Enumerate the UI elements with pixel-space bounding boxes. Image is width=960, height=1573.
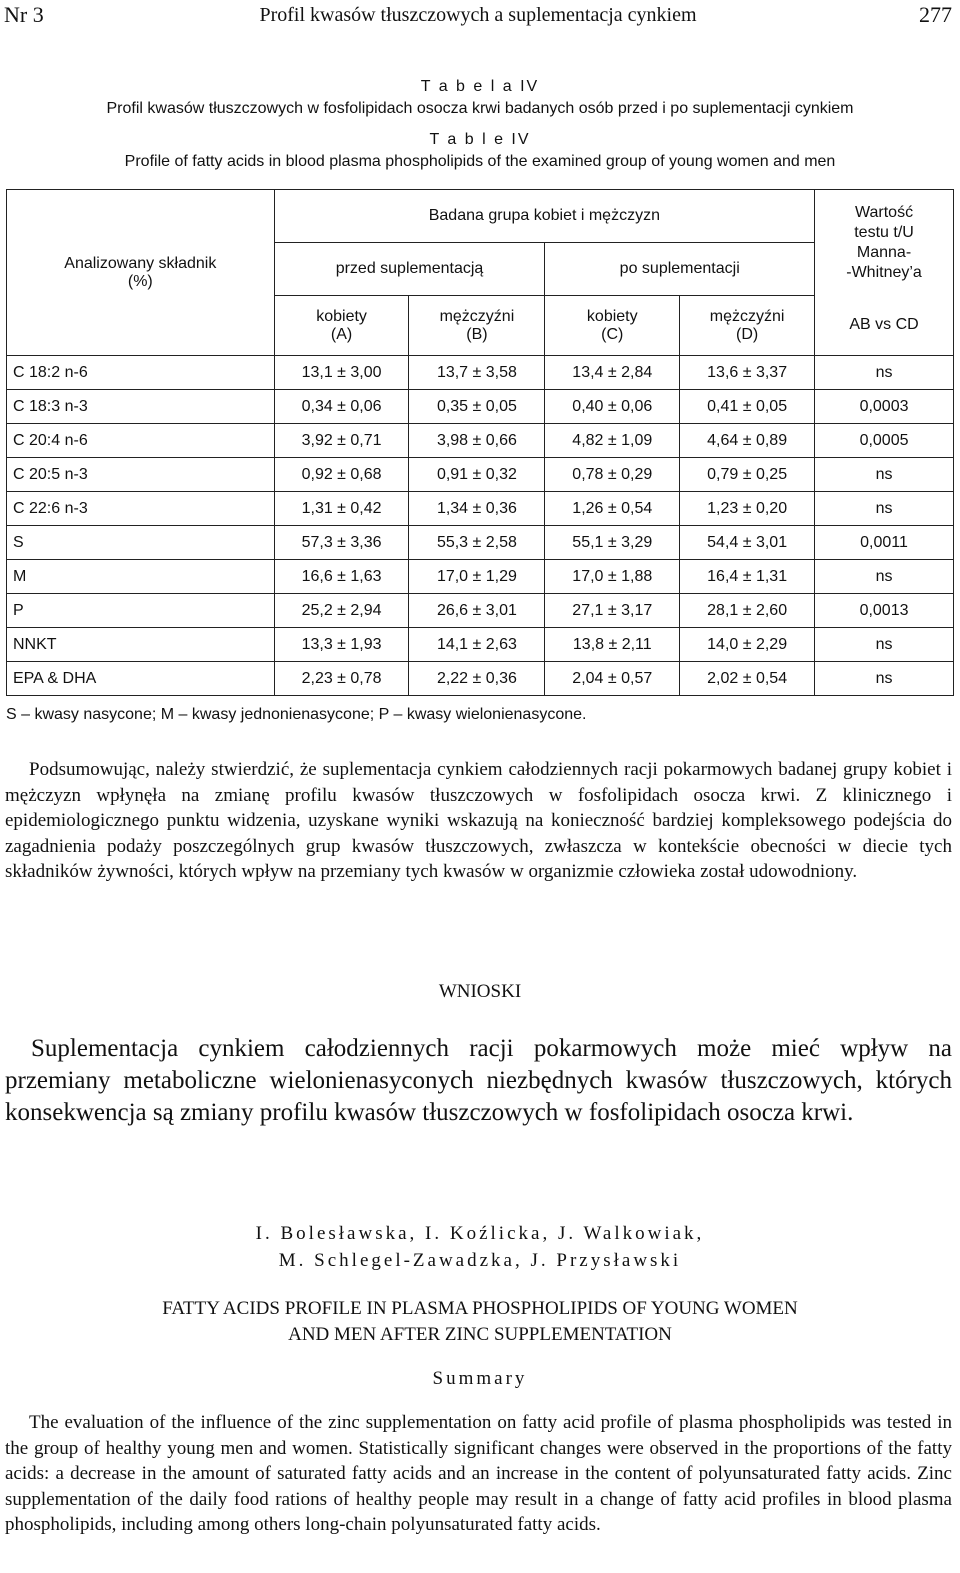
cell-d: 54,4 ± 3,01 (680, 526, 815, 560)
header-test (815, 190, 954, 296)
conclusions-text: Suplementacja cynkiem całodziennych racji pokarmowych może mieć wpływ na przemiany metaboliczne wielonienasyconych niezbędnych kwasów tłuszczowych, których konsekwencja są zmiany profilu kwasów tłuszczowych w fosfolipidach osocza krwi. (5, 1035, 952, 1126)
header-col-a-line1: kobiety (316, 307, 367, 325)
authors-line2: M. Schlegel-Zawadzka, J. Przysławski (278, 1250, 682, 1271)
cell-test: ns (815, 458, 954, 492)
table-label-en: T a b l e IV (429, 131, 531, 148)
cell-a: 3,92 ± 0,71 (274, 424, 409, 458)
header-test-line3: Manna- (856, 243, 912, 261)
summary-heading: Summary (432, 1368, 528, 1389)
cell-test: 0,0003 (815, 390, 954, 424)
row-component: C 22:6 n-3 (7, 492, 275, 526)
table-row (7, 424, 954, 458)
row-component: NNKT (7, 628, 275, 662)
table-row (7, 526, 954, 560)
row-component: P (7, 594, 275, 628)
cell-d: 0,41 ± 0,05 (680, 390, 815, 424)
cell-test: ns (815, 628, 954, 662)
summary-paragraph-en (5, 1410, 952, 1538)
table-legend: S – kwasy nasycone; M – kwasy jednonienasycone; P – kwasy wielonienasycone. (6, 706, 587, 723)
cell-d: 28,1 ± 2,60 (680, 594, 815, 628)
fatty-acids-table (6, 189, 954, 696)
header-test-line4: -Whitney’a (846, 263, 922, 281)
cell-a: 25,2 ± 2,94 (274, 594, 409, 628)
header-col-b (409, 296, 545, 356)
cell-b: 0,91 ± 0,32 (409, 458, 545, 492)
header-test-sub: AB vs CD (815, 296, 954, 356)
header-col-c-line1: kobiety (586, 307, 638, 325)
header-col-a (274, 296, 409, 356)
header-group: Badana grupa kobiet i mężczyzn (274, 190, 814, 243)
cell-c: 4,82 ± 1,09 (545, 424, 680, 458)
cell-c: 55,1 ± 3,29 (545, 526, 680, 560)
table-row (7, 458, 954, 492)
cell-c: 27,1 ± 3,17 (545, 594, 680, 628)
row-component: C 20:5 n-3 (7, 458, 275, 492)
conclusions-heading: WNIOSKI (438, 981, 522, 1002)
english-title-line2: AND MEN AFTER ZINC SUPPLEMENTATION (288, 1324, 672, 1345)
header-before: przed suplementacją (274, 243, 545, 296)
table-title-pl: Profil kwasów tłuszczowych w fosfolipidach osocza krwi badanych osób przed i po suplementacji cynkiem (106, 100, 854, 117)
conclusions-text-block (5, 1033, 952, 1129)
table-row (7, 390, 954, 424)
issue-number: Nr 3 (4, 2, 44, 27)
cell-a: 13,3 ± 1,93 (274, 628, 409, 662)
header-after: po suplementacji (545, 243, 815, 296)
cell-a: 57,3 ± 3,36 (274, 526, 409, 560)
header-col-c-line2: (C) (601, 325, 624, 343)
cell-d: 13,6 ± 3,37 (680, 356, 815, 390)
cell-d: 16,4 ± 1,31 (680, 560, 815, 594)
table-row (7, 560, 954, 594)
cell-b: 17,0 ± 1,29 (409, 560, 545, 594)
cell-b: 14,1 ± 2,63 (409, 628, 545, 662)
cell-b: 1,34 ± 0,36 (409, 492, 545, 526)
english-title-line1: FATTY ACIDS PROFILE IN PLASMA PHOSPHOLIPIDS OF YOUNG WOMEN (162, 1298, 798, 1319)
cell-test: ns (815, 662, 954, 696)
table-label-pl: T a b e l a IV (420, 78, 540, 95)
table-row (7, 492, 954, 526)
table-row (7, 594, 954, 628)
row-component: C 18:3 n-3 (7, 390, 275, 424)
header-col-d (680, 296, 815, 356)
cell-b: 55,3 ± 2,58 (409, 526, 545, 560)
cell-a: 0,92 ± 0,68 (274, 458, 409, 492)
cell-d: 14,0 ± 2,29 (680, 628, 815, 662)
header-col-d-line1: mężczyźni (709, 307, 785, 325)
header-col-b-line1: mężczyźni (439, 307, 515, 325)
cell-test: 0,0013 (815, 594, 954, 628)
header-component (7, 190, 275, 356)
cell-c: 17,0 ± 1,88 (545, 560, 680, 594)
cell-d: 0,79 ± 0,25 (680, 458, 815, 492)
table-row (7, 662, 954, 696)
cell-c: 0,78 ± 0,29 (545, 458, 680, 492)
cell-d: 1,23 ± 0,20 (680, 492, 815, 526)
authors-line1: I. Bolesławska, I. Koźlicka, J. Walkowiak, (255, 1223, 705, 1244)
row-component: C 18:2 n-6 (7, 356, 275, 390)
cell-c: 1,26 ± 0,54 (545, 492, 680, 526)
table-row (7, 628, 954, 662)
row-component: EPA & DHA (7, 662, 275, 696)
cell-a: 13,1 ± 3,00 (274, 356, 409, 390)
authors (0, 1220, 960, 1274)
cell-b: 13,7 ± 3,58 (409, 356, 545, 390)
cell-test: ns (815, 560, 954, 594)
header-col-b-line2: (B) (466, 325, 488, 343)
row-component: M (7, 560, 275, 594)
cell-a: 1,31 ± 0,42 (274, 492, 409, 526)
header-component-line2: (%) (127, 272, 153, 290)
cell-test: 0,0005 (815, 424, 954, 458)
cell-c: 0,40 ± 0,06 (545, 390, 680, 424)
running-head (4, 2, 952, 32)
header-test-line1: Wartość (854, 203, 914, 221)
row-component: S (7, 526, 275, 560)
summary-paragraph-pl (5, 757, 952, 885)
cell-test: 0,0011 (815, 526, 954, 560)
cell-a: 16,6 ± 1,63 (274, 560, 409, 594)
header-col-d-line2: (D) (736, 325, 759, 343)
cell-c: 2,04 ± 0,57 (545, 662, 680, 696)
cell-test: ns (815, 356, 954, 390)
table-title-en: Profile of fatty acids in blood plasma phospholipids of the examined group of young women and men (124, 153, 836, 170)
cell-b: 0,35 ± 0,05 (409, 390, 545, 424)
cell-a: 0,34 ± 0,06 (274, 390, 409, 424)
english-title (0, 1296, 960, 1348)
cell-b: 26,6 ± 3,01 (409, 594, 545, 628)
cell-a: 2,23 ± 0,78 (274, 662, 409, 696)
summary-paragraph-pl-text: Podsumowując, należy stwierdzić, że suplementacja cynkiem całodziennych racji pokarmowych badanej grupy kobiet i mężczyzn wpłynęła na zmianę profilu kwasów tłuszczowych w fosfolipidach osocza krwi. Z klinicznego i epidemiologicznego punktu widzenia, uzyskane wyniki wskazują na konieczność bardziej kompleksowego podejścia do zagadnienia podaży poszczególnych grup kwasów tłuszczowych, zwłaszcza w kontekście obecności w diecie tych składników żywności, których wpływ na przemiany tych kwasów w organizmie człowieka został udowodniony. (5, 759, 952, 882)
summary-paragraph-en-text: The evaluation of the influence of the zinc supplementation on fatty acid profile of plasma phospholipids was tested in the group of healthy young men and women. Statistically significant changes were observed in the proportions of the fatty acids: a decrease in the amount of saturated fatty acids and an increase in the content of polyunsaturated fatty acids. Zinc supplementation of the daily food rations of healthy people may result in a change of fatty acid profiles in blood plasma phospholipids, including among others long-chain polyunsaturated fatty acids. (5, 1412, 952, 1535)
cell-b: 2,22 ± 0,36 (409, 662, 545, 696)
header-col-c (545, 296, 680, 356)
page-number: 277 (919, 2, 952, 27)
header-component-line1: Analizowany składnik (64, 254, 217, 272)
cell-d: 4,64 ± 0,89 (680, 424, 815, 458)
table-row (7, 356, 954, 390)
cell-c: 13,8 ± 2,11 (545, 628, 680, 662)
header-test-line2: testu t/U (854, 223, 914, 241)
header-col-a-line2: (A) (330, 325, 353, 343)
cell-d: 2,02 ± 0,54 (680, 662, 815, 696)
cell-c: 13,4 ± 2,84 (545, 356, 680, 390)
running-title: Profil kwasów tłuszczowych a suplementacja cynkiem (259, 4, 697, 26)
cell-b: 3,98 ± 0,66 (409, 424, 545, 458)
row-component: C 20:4 n-6 (7, 424, 275, 458)
cell-test: ns (815, 492, 954, 526)
